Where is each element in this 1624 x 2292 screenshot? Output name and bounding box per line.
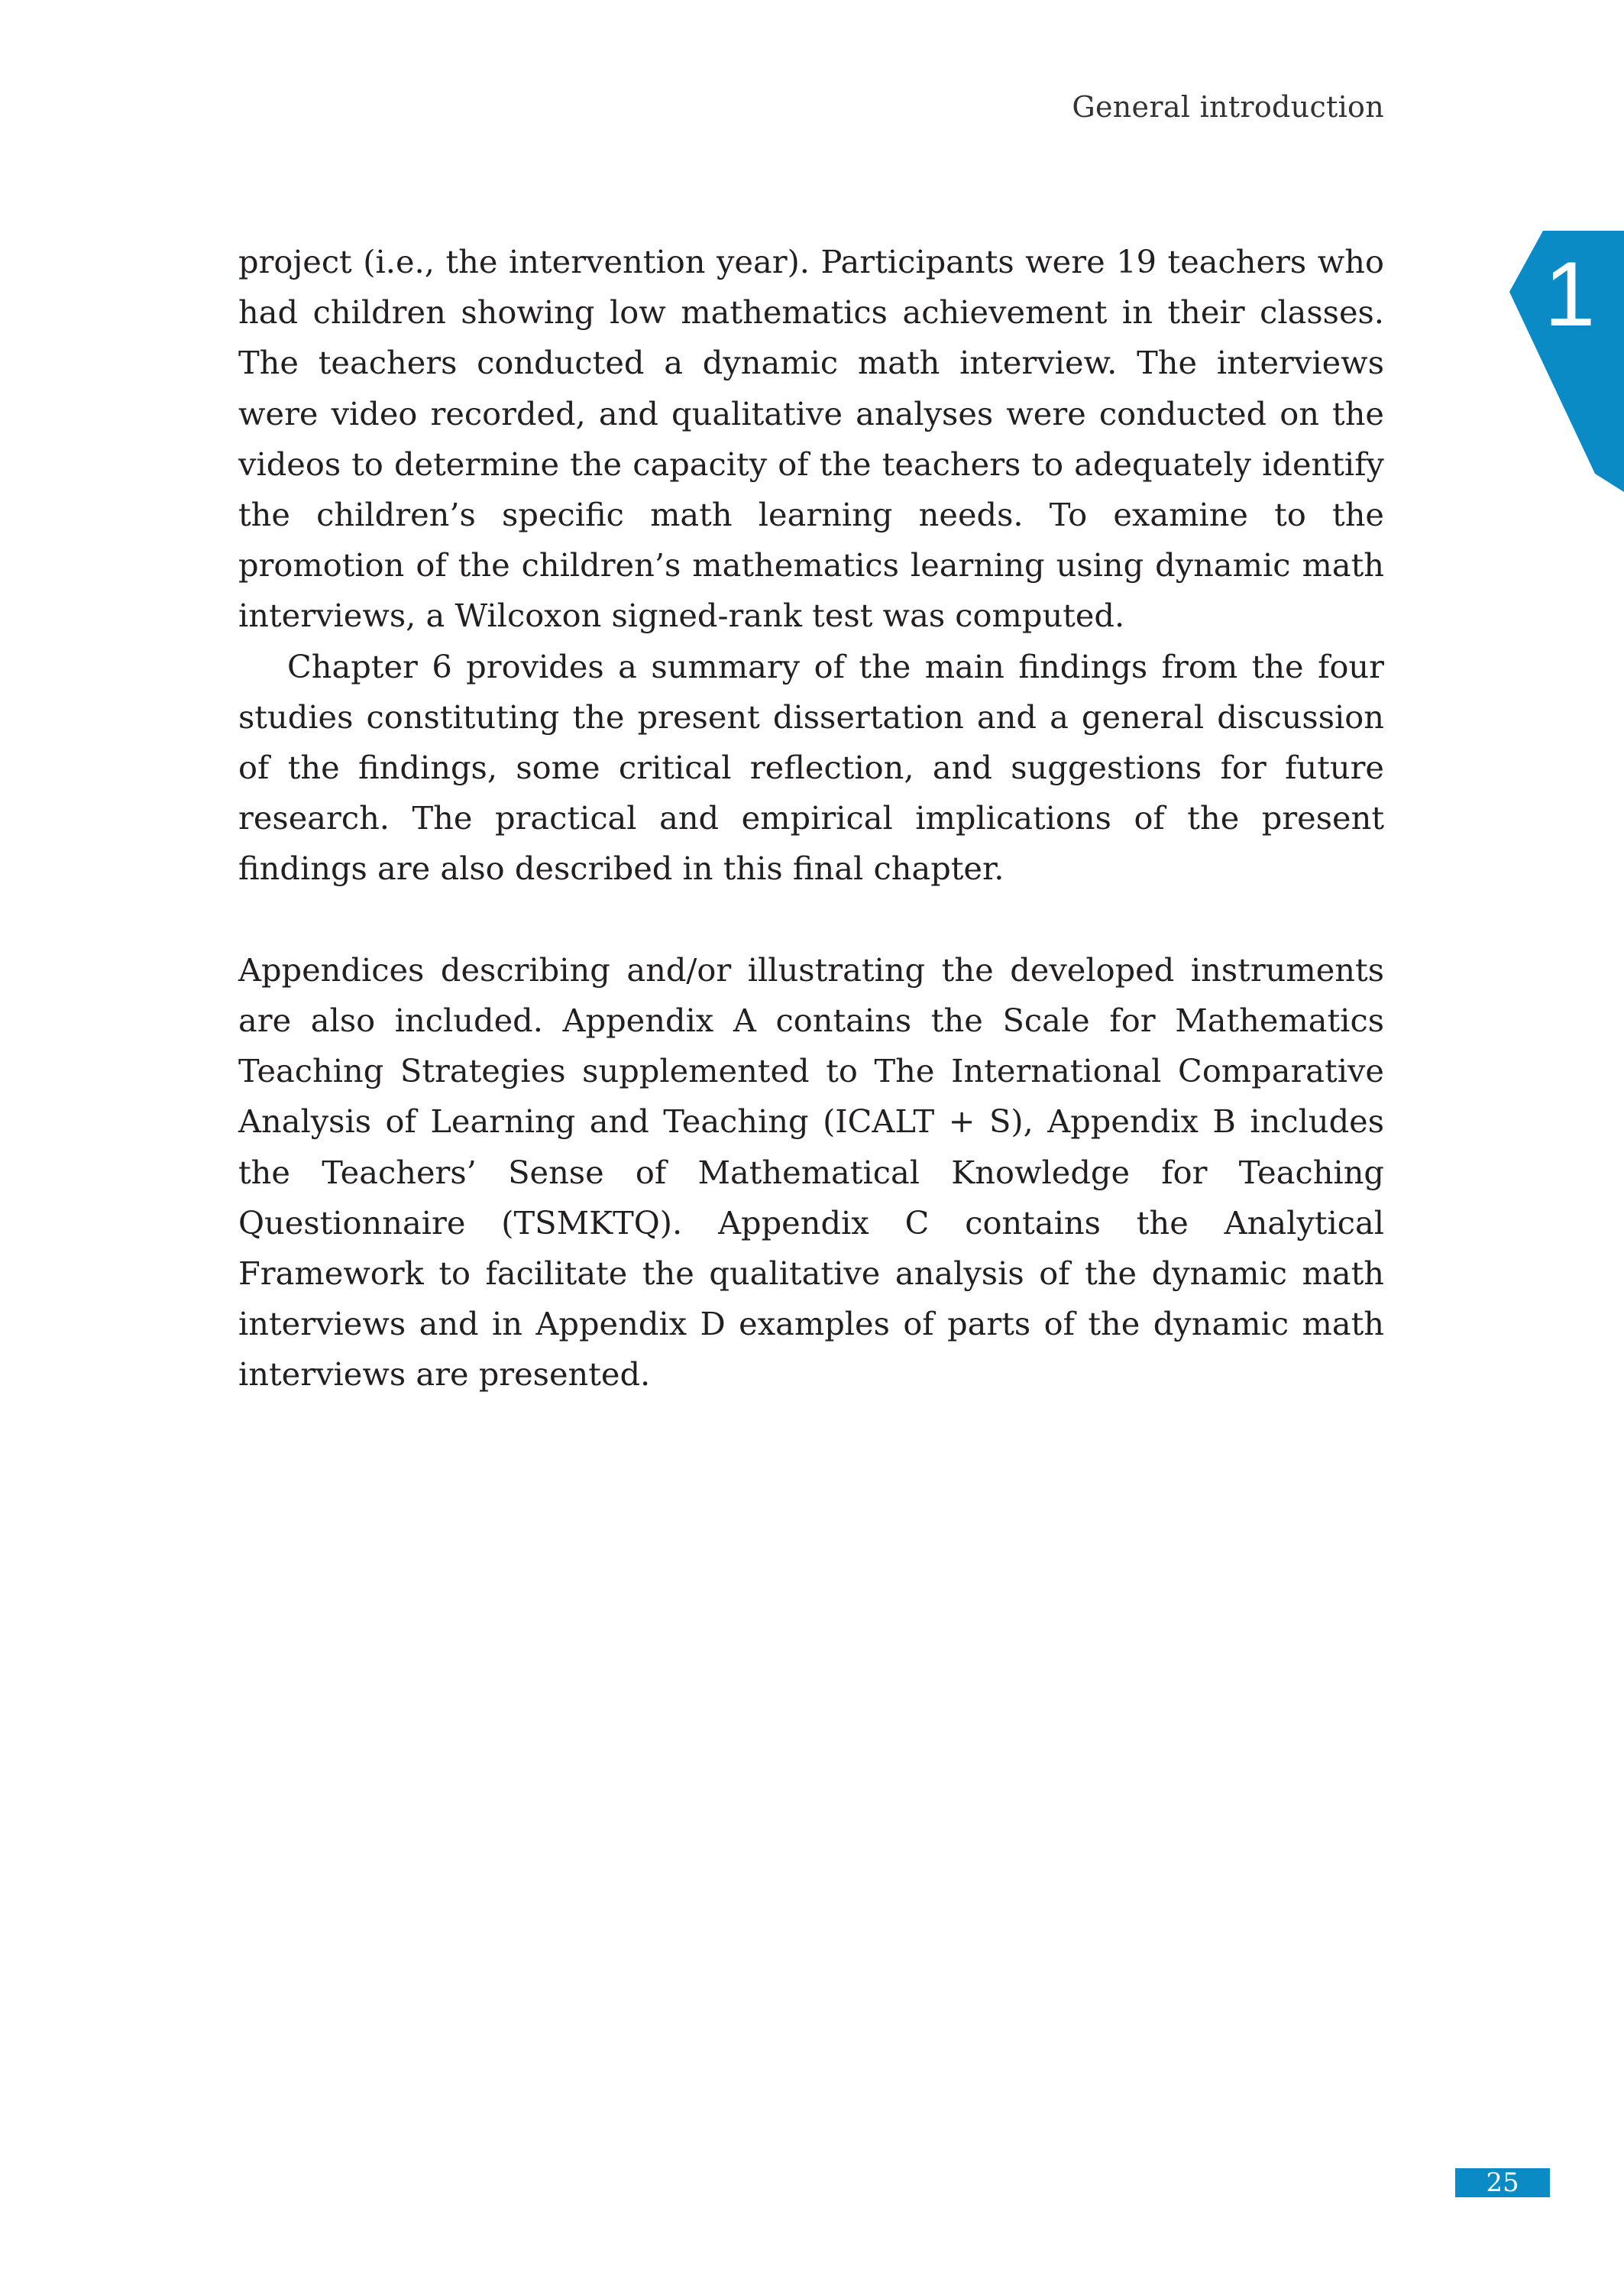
body-text (238, 237, 1384, 1400)
page-number: 25 (1455, 2168, 1550, 2197)
running-header: General introduction (1072, 90, 1384, 124)
paragraph: Chapter 6 provides a summary of the main findings from the four studies constituting the present dissertation and a general discussion of the findings, some critical reflection, and suggestions for future research. The practical and empirical implications of the present findings are also described in this final chapter. (238, 647, 1384, 888)
chapter-number: 1 (1544, 243, 1596, 345)
paragraph: project (i.e., the intervention year). Participants were 19 teachers who had children showing low mathematics achievement in their classes. The teachers conducted a dynamic math interview. The interviews were video recorded, and qualitative analyses were conducted on the videos to determine the capacity of the teachers to adequately identify the children’s specific math learning needs. To examine to the promotion of the children’s mathematics learning using dynamic math interviews, a Wilcoxon signed-rank test was computed. (238, 243, 1384, 635)
paragraph: Appendices describing and/or illustrating the developed instruments are also included. Appendix A contains the Scale for Mathematics Teaching Strategies supplemented to The International Comparative Analysis of Learning and Teaching (ICALT + S), Appendix B includes the Teachers’ Sense of Mathematical Knowledge for Teaching Questionnaire (TSMKTQ). Appendix C contains the Analytical Framework to facilitate the qualitative analysis of the dynamic math interviews and in Appendix D examples of parts of the dynamic math interviews are presented. (238, 950, 1384, 1394)
